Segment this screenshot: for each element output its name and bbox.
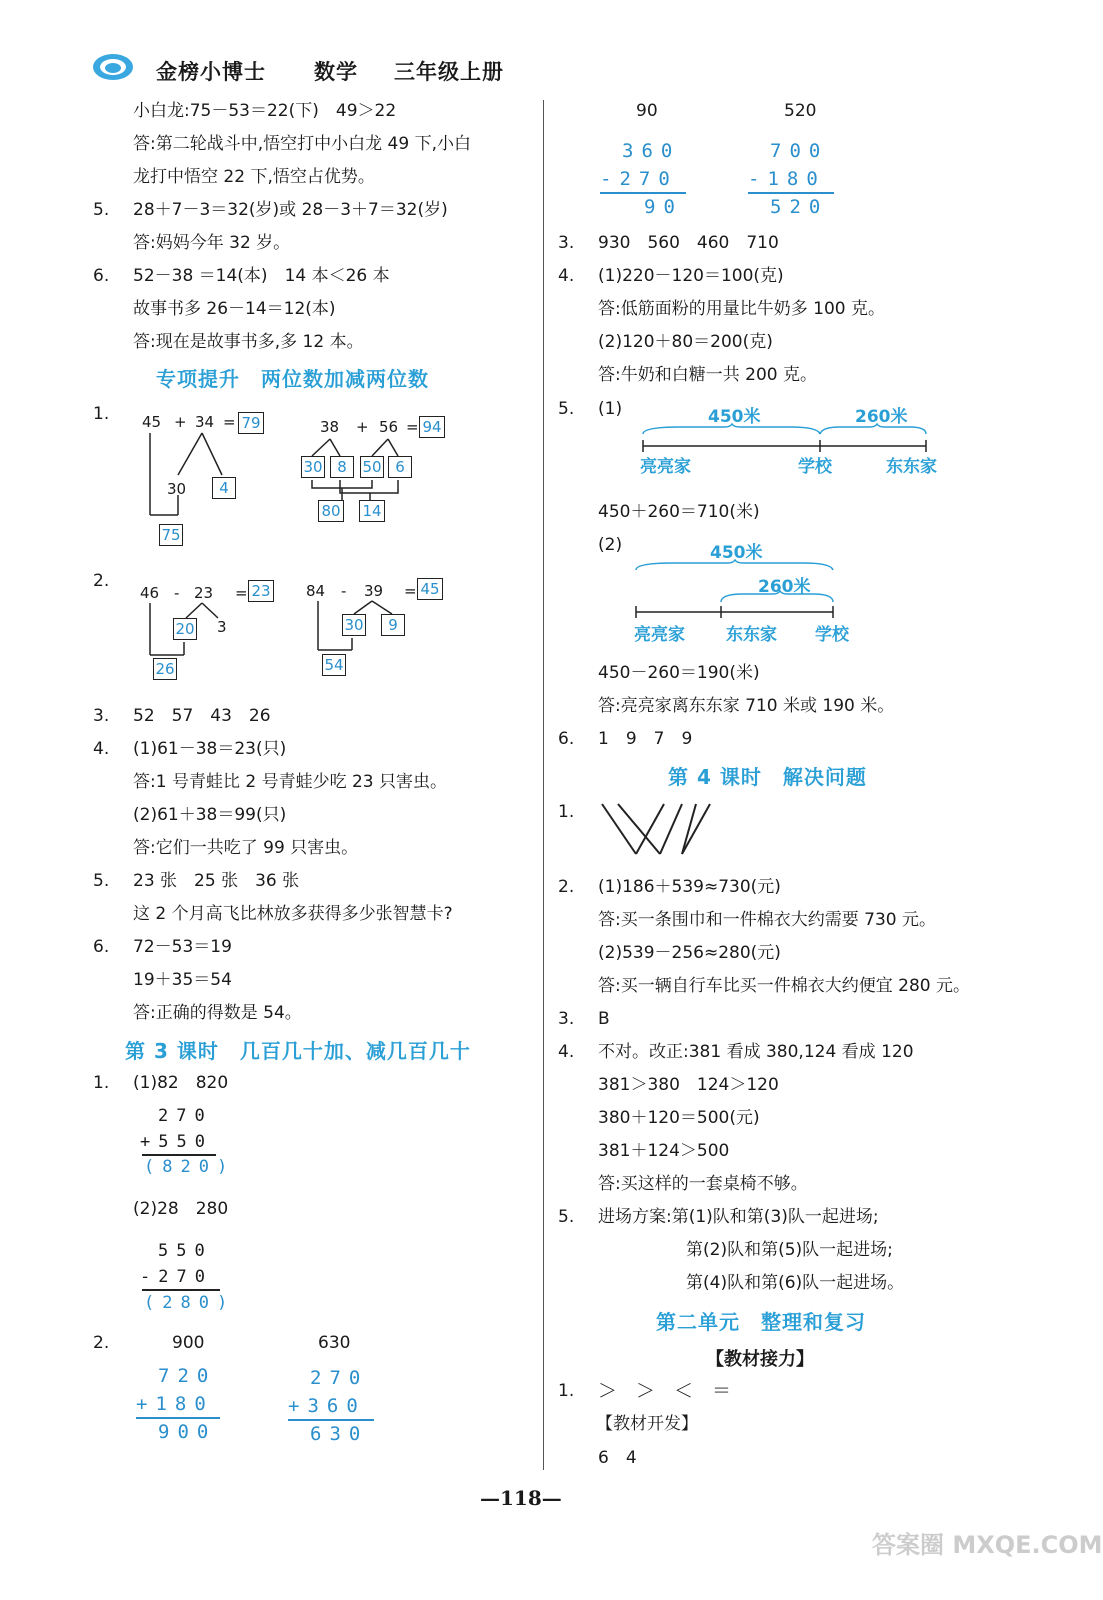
header-logo-icon bbox=[92, 52, 134, 82]
text-line: (2)61＋38＝99(只) bbox=[133, 805, 287, 825]
section-heading: 第 4 课时 解决问题 bbox=[668, 765, 867, 789]
text-line: 72－53＝19 bbox=[133, 937, 232, 957]
text-line: 381＞380 124＞120 bbox=[598, 1075, 779, 1095]
expr-op: - bbox=[341, 582, 347, 600]
section-heading: 第二单元 整理和复习 bbox=[656, 1310, 866, 1334]
answer-box: 80 bbox=[318, 500, 344, 522]
answer-box: 6 bbox=[388, 456, 412, 478]
text-line: 这 2 个月高飞比林放多获得多少张智慧卡? bbox=[133, 904, 453, 924]
question-number: 6. bbox=[93, 266, 110, 286]
text-line: 答:买这样的一套桌椅不够。 bbox=[598, 1174, 808, 1194]
answer-box: 30 bbox=[301, 456, 325, 478]
question-number: 5. bbox=[93, 200, 110, 220]
watermark: 答案圈 MXQE.COM bbox=[872, 1531, 1103, 1559]
question-number: 2. bbox=[93, 571, 110, 591]
vertical-calc-result: 90 bbox=[644, 196, 683, 218]
vertical-calc-row: 700 bbox=[770, 140, 829, 162]
vertical-calc-result: (280) bbox=[144, 1293, 236, 1313]
text-line: 故事书多 26－14＝12(本) bbox=[133, 299, 336, 319]
vertical-calc-row: 360 bbox=[622, 140, 681, 162]
calc-line bbox=[288, 1419, 374, 1421]
text-line: 答:牛奶和白糖一共 200 克。 bbox=[598, 365, 817, 385]
answer-box: 4 bbox=[212, 477, 236, 499]
matching-lines-diagram bbox=[598, 800, 718, 860]
text-line: (2) bbox=[598, 535, 623, 555]
column-divider bbox=[543, 100, 544, 1470]
text-line: 答:正确的得数是 54。 bbox=[133, 1003, 302, 1023]
expr-num: 38 bbox=[320, 418, 340, 436]
text-line: 450＋260＝710(米) bbox=[598, 502, 760, 522]
text-line: (1)220－120＝100(克) bbox=[598, 266, 784, 286]
vertical-calc-row: -180 bbox=[748, 168, 826, 190]
text-line: (2)539－256≈280(元) bbox=[598, 943, 781, 963]
answer-box: 79 bbox=[238, 412, 264, 434]
place-label: 亮亮家 bbox=[640, 457, 691, 477]
header-subject: 数学 bbox=[314, 60, 358, 84]
question-number: 1. bbox=[558, 802, 575, 822]
text-line: (1) bbox=[598, 399, 623, 419]
question-number: 5. bbox=[93, 871, 110, 891]
text-line: (2)28 280 bbox=[133, 1199, 229, 1219]
distance-diagram bbox=[640, 424, 930, 454]
text-line: 龙打中悟空 22 下,悟空占优势。 bbox=[133, 167, 375, 187]
text-line: 小白龙:75－53＝22(下) 49＞22 bbox=[133, 101, 397, 121]
text-line: 19＋35＝54 bbox=[133, 970, 232, 990]
question-number: 6. bbox=[93, 937, 110, 957]
text-line: 答:买一辆自行车比买一件棉衣大约便宜 280 元。 bbox=[598, 976, 970, 996]
calc-line bbox=[136, 1417, 220, 1419]
answer-box: 45 bbox=[417, 578, 443, 600]
text-line: 52 57 43 26 bbox=[133, 706, 271, 726]
vertical-calc-row: +360 bbox=[288, 1395, 366, 1417]
answer-box: 20 bbox=[173, 618, 197, 640]
vertical-calc-result: (820) bbox=[144, 1157, 236, 1177]
text-line: 28＋7－3＝32(岁)或 28－3＋7＝32(岁) bbox=[133, 200, 448, 220]
page-number: —118— bbox=[480, 1486, 562, 1510]
text-line: 进场方案:第(1)队和第(3)队一起进场; bbox=[598, 1207, 879, 1227]
expr-num: 39 bbox=[364, 582, 384, 600]
distance-label: 260米 bbox=[758, 577, 811, 597]
split-num: 30 bbox=[167, 480, 187, 498]
place-label: 东东家 bbox=[886, 457, 937, 477]
expr-op: + bbox=[174, 413, 187, 431]
vertical-calc-row: 270 bbox=[310, 1367, 369, 1389]
expr-num: 84 bbox=[306, 582, 326, 600]
question-number: 5. bbox=[558, 399, 575, 419]
question-number: 4. bbox=[93, 739, 110, 759]
vertical-calc-row: 720 bbox=[158, 1365, 217, 1387]
text-line: 第(4)队和第(6)队一起进场。 bbox=[686, 1273, 905, 1293]
answer-box: 54 bbox=[322, 654, 346, 676]
vertical-calc-result: 900 bbox=[158, 1421, 217, 1443]
vertical-calc-result: 630 bbox=[310, 1423, 369, 1445]
section-heading: 第 3 课时 几百几十加、减几百几十 bbox=[125, 1039, 471, 1063]
text-line: 520 bbox=[784, 101, 817, 121]
answer-box: 50 bbox=[360, 456, 384, 478]
question-number: 3. bbox=[558, 233, 575, 253]
question-number: 3. bbox=[93, 706, 110, 726]
expr-eq: = bbox=[406, 418, 419, 436]
text-line: 答:现在是故事书多,多 12 本。 bbox=[133, 332, 364, 352]
calc-line bbox=[600, 192, 686, 194]
text-line: 52－38 ＝14(本) 14 本＜26 本 bbox=[133, 266, 390, 286]
calc-line bbox=[748, 192, 834, 194]
answer-box: 30 bbox=[342, 614, 366, 636]
expr-eq: = bbox=[223, 413, 236, 431]
text-line: 6 4 bbox=[598, 1448, 637, 1468]
expr-eq: = bbox=[404, 582, 417, 600]
section-heading: 专项提升 两位数加减两位数 bbox=[156, 367, 429, 391]
question-number: 3. bbox=[558, 1009, 575, 1029]
text-line: 900 bbox=[172, 1333, 205, 1353]
vertical-calc-row: -270 bbox=[140, 1267, 213, 1287]
expr-num: 56 bbox=[379, 418, 399, 436]
text-line: (1)61－38＝23(只) bbox=[133, 739, 287, 759]
text-line: 381＋124＞500 bbox=[598, 1141, 730, 1161]
text-line: 930 560 460 710 bbox=[598, 233, 779, 253]
expr-eq: = bbox=[235, 584, 248, 602]
text-line: 23 张 25 张 36 张 bbox=[133, 871, 300, 891]
split-num: 3 bbox=[217, 618, 227, 636]
text-line: (2)120＋80＝200(克) bbox=[598, 332, 773, 352]
expr-op: - bbox=[174, 584, 180, 602]
text-line: (1)82 820 bbox=[133, 1073, 229, 1093]
expr-op: + bbox=[356, 418, 369, 436]
header-grade: 三年级上册 bbox=[394, 60, 504, 84]
distance-label: 450米 bbox=[710, 543, 763, 563]
text-line: 答:它们一共吃了 99 只害虫。 bbox=[133, 838, 359, 858]
vertical-calc-row: +550 bbox=[140, 1132, 213, 1152]
text-line: ＞ ＞ ＜ ＝ bbox=[598, 1380, 732, 1402]
expr-num: 46 bbox=[140, 584, 160, 602]
text-line: 答:妈妈今年 32 岁。 bbox=[133, 233, 291, 253]
text-line: (1)186＋539≈730(元) bbox=[598, 877, 781, 897]
answer-box: 26 bbox=[153, 658, 177, 680]
vertical-calc-row: 550 bbox=[158, 1241, 213, 1261]
place-label: 学校 bbox=[798, 457, 832, 477]
text-line: 90 bbox=[636, 101, 658, 121]
vertical-calc-row: +180 bbox=[136, 1393, 214, 1415]
text-line: 630 bbox=[318, 1333, 351, 1353]
vertical-calc-result: 520 bbox=[770, 196, 829, 218]
answer-box: 75 bbox=[159, 524, 183, 546]
expr-num: 45 bbox=[142, 413, 162, 431]
text-line: 450－260＝190(米) bbox=[598, 663, 760, 683]
place-label: 东东家 bbox=[726, 625, 777, 645]
distance-diagram bbox=[633, 560, 843, 622]
vertical-calc-row: 270 bbox=[158, 1106, 213, 1126]
question-number: 4. bbox=[558, 1042, 575, 1062]
answer-box: 14 bbox=[359, 500, 385, 522]
question-number: 4. bbox=[558, 266, 575, 286]
question-number: 2. bbox=[93, 1333, 110, 1353]
question-number: 1. bbox=[558, 1381, 575, 1401]
text-line: 答:亮亮家离东东家 710 米或 190 米。 bbox=[598, 696, 895, 716]
text-line: B bbox=[598, 1009, 610, 1029]
text-line: 答:买一条围巾和一件棉衣大约需要 730 元。 bbox=[598, 910, 936, 930]
text-line: 答:1 号青蛙比 2 号青蛙少吃 23 只害虫。 bbox=[133, 772, 448, 792]
distance-label: 450米 bbox=[708, 407, 761, 427]
place-label: 亮亮家 bbox=[634, 625, 685, 645]
sub-heading: 【教材开发】 bbox=[596, 1414, 698, 1434]
question-number: 5. bbox=[558, 1207, 575, 1227]
text-line: 1 9 7 9 bbox=[598, 729, 693, 749]
vertical-calc-row: -270 bbox=[600, 168, 678, 190]
expr-num: 34 bbox=[195, 413, 215, 431]
question-number: 1. bbox=[93, 404, 110, 424]
answer-box: 94 bbox=[419, 416, 445, 438]
calc-line bbox=[142, 1289, 220, 1291]
sub-heading: 【教材接力】 bbox=[706, 1349, 814, 1370]
answer-box: 9 bbox=[381, 614, 405, 636]
expr-num: 23 bbox=[194, 584, 214, 602]
question-number: 1. bbox=[93, 1073, 110, 1093]
distance-label: 260米 bbox=[855, 407, 908, 427]
header-brand: 金榜小博士 bbox=[156, 60, 266, 84]
place-label: 学校 bbox=[815, 625, 849, 645]
calc-line bbox=[142, 1154, 216, 1156]
text-line: 不对。改正:381 看成 380,124 看成 120 bbox=[598, 1042, 914, 1062]
answer-box: 8 bbox=[330, 456, 354, 478]
answer-box: 23 bbox=[248, 580, 274, 602]
question-number: 2. bbox=[558, 877, 575, 897]
text-line: 第(2)队和第(5)队一起进场; bbox=[686, 1240, 893, 1260]
text-line: 380＋120＝500(元) bbox=[598, 1108, 760, 1128]
split-lines bbox=[140, 430, 250, 520]
text-line: 答:低筋面粉的用量比牛奶多 100 克。 bbox=[598, 299, 885, 319]
text-line: 答:第二轮战斗中,悟空打中小白龙 49 下,小白 bbox=[133, 134, 471, 154]
question-number: 6. bbox=[558, 729, 575, 749]
